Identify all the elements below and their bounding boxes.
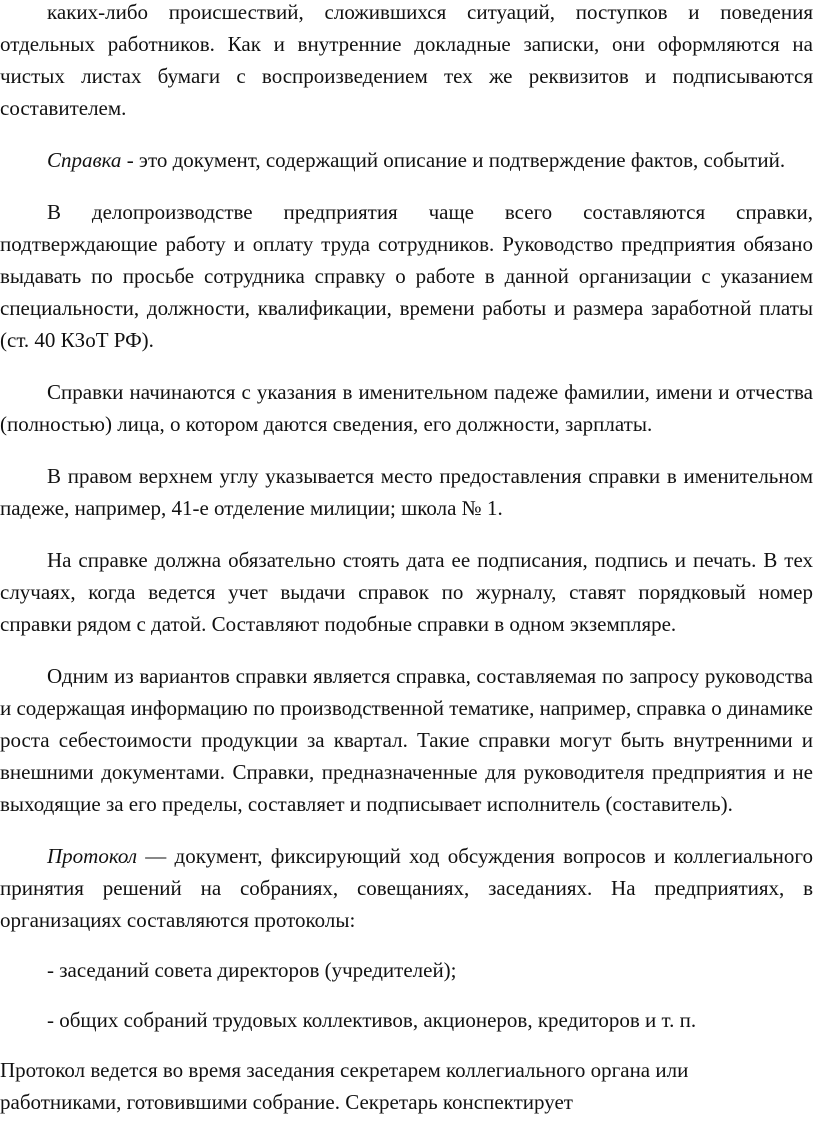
paragraph-spravka-date: На справке должна обязательно стоять дата ее подписания, подпись и печать. В тех случаях, когда ведется учет выдачи справок по журналу, ставят порядковый номер справки рядом с датой. Составляют подобные справки в одном экземпляре. bbox=[0, 548, 813, 636]
term-spravka: Справка bbox=[47, 148, 122, 172]
spravka-definition-text: - это документ, содержащий описание и подтверждение фактов, событий. bbox=[121, 148, 786, 172]
paragraph-spravka-corner: В правом верхнем углу указывается место предоставления справки в именительном падеже, например, 41-е отделение милиции; школа № 1. bbox=[0, 464, 813, 520]
paragraph-protokol-definition bbox=[0, 840, 813, 936]
protokol-definition-text: — документ, фиксирующий ход обсуждения вопросов и коллегиального принятия решений на собраниях, совещаниях, заседаниях. На предприятиях, в организациях составляются протоколы: bbox=[0, 844, 813, 932]
paragraph-spravka-employment: В делопроизводстве предприятия чаще всего составляются справки, подтверждающие работу и оплату труда сотрудников. Руководство предприятия обязано выдавать по просьбе сотрудника справку о работе в данной организации с указанием специальности, должности, квалификации, времени работы и размера заработной платы (ст. 40 КЗоТ РФ). bbox=[0, 200, 813, 352]
paragraph-spravka-variants: Одним из вариантов справки является справка, составляемая по запросу руководства и содержащая информацию по производственной тематике, например, справка о динамике роста себестоимости продукции за квартал. Такие справки могут быть внутренними и внешними документами. Справки, предназначенные для руководителя предприятия и не выходящие за его пределы, составляет и подписывает исполнитель (составитель). bbox=[0, 664, 813, 816]
paragraph-spravka-start: Справки начинаются с указания в именительном падеже фамилии, имени и отчества (полностью) лица, о котором даются сведения, его должности, зарплаты. bbox=[0, 380, 813, 436]
paragraph-incidents: каких-либо происшествий, сложившихся ситуаций, поступков и поведения отдельных работников. Как и внутренние докладные записки, они оформляются на чистых листах бумаги с воспроизведением тех же реквизитов и подписываются составителем. bbox=[0, 0, 813, 120]
paragraph-protokol-secretary: Протокол ведется во время заседания секретарем коллегиального органа или работниками, готовившими собрание. Секретарь конспектирует bbox=[0, 1058, 689, 1114]
list-item: - общих собраний трудовых коллективов, акционеров, кредиторов и т. п. bbox=[47, 1008, 697, 1032]
paragraph-spravka-definition bbox=[0, 144, 813, 176]
list-item: - заседаний совета директоров (учредителей); bbox=[47, 958, 457, 982]
term-protokol: Протокол bbox=[47, 844, 137, 868]
